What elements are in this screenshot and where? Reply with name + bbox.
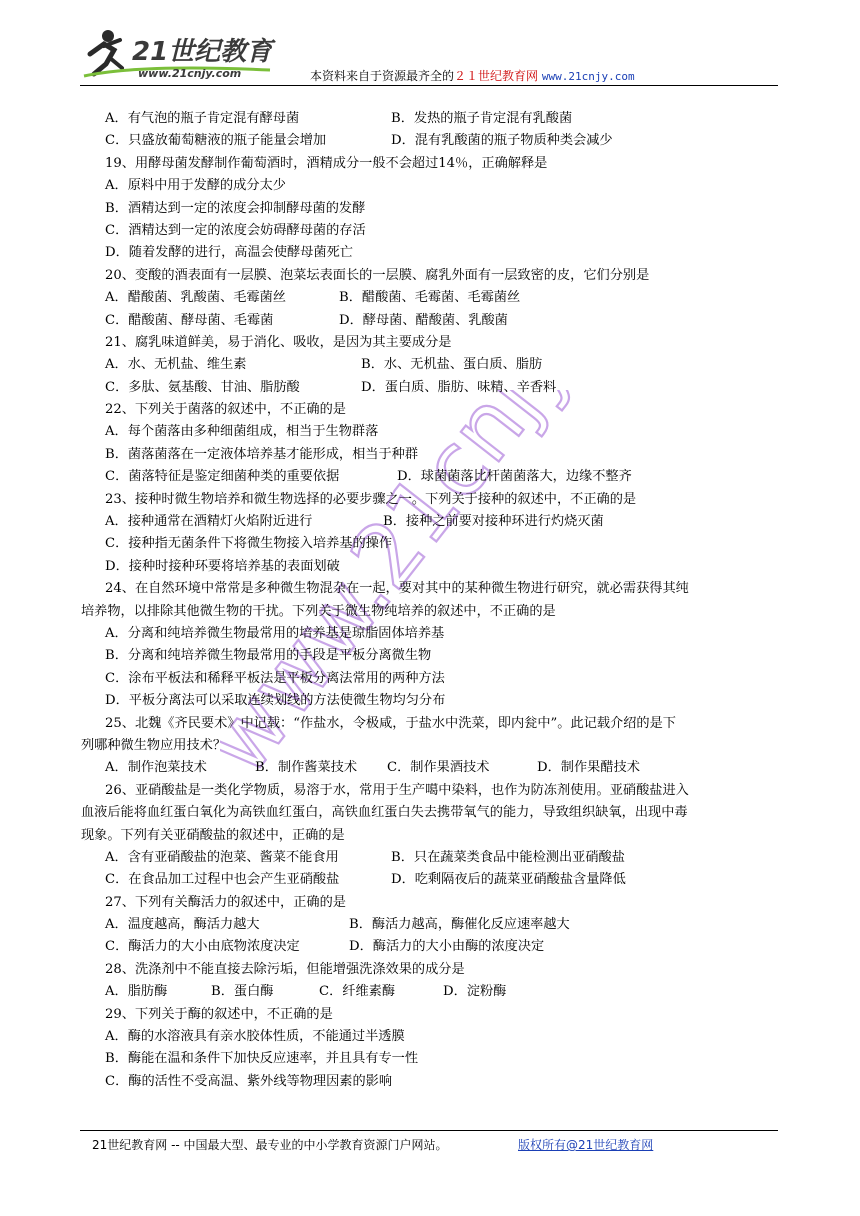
- option-b: B．醋酸菌、毛霉菌、毛霉菌丝: [339, 290, 521, 306]
- option-a: A．制作泡菜技术: [105, 760, 207, 776]
- option-d: D．蛋白质、脂肪、味精、辛香料: [361, 379, 557, 395]
- question-26-cont: 血液后能将血红蛋白氧化为高铁血红蛋白，高铁血红蛋白失去携带氧气的能力，导致组织缺氧，出现中毒: [81, 805, 688, 821]
- option-b: B．制作酱菜技术: [255, 760, 358, 776]
- option-c: C．在食品加工过程中也会产生亚硝酸盐: [105, 872, 340, 888]
- option-row: [105, 914, 795, 936]
- question-29: 29、下列关于酶的叙述中，不正确的是: [105, 1006, 333, 1022]
- header-divider: [80, 85, 778, 86]
- option-c: C．醋酸菌、酵母菌、毛霉菌: [105, 312, 274, 328]
- option-b: B．酶能在温和条件下加快反应速率，并且具有专一性: [105, 1051, 419, 1067]
- option-c: C．涂布平板法和稀释平板法是平板分离法常用的两种方法: [105, 670, 445, 686]
- option-row: [105, 287, 795, 309]
- option-row: [105, 936, 795, 958]
- option-d: D．酶活力的大小由酶的浓度决定: [349, 939, 545, 955]
- site-logo[interactable]: [80, 24, 290, 84]
- option-row: [105, 108, 795, 130]
- option-d: D．球菌菌落比杆菌菌落大，边缘不整齐: [397, 469, 632, 485]
- option-d: D．淀粉酶: [443, 984, 507, 1000]
- option-c: C．酶活力的大小由底物浓度决定: [105, 939, 300, 955]
- option-row: [105, 310, 795, 332]
- watermark-text: www.21cnjy.com: [220, 390, 680, 793]
- option-row: [105, 757, 795, 779]
- question-26: 26、亚硝酸盐是一类化学物质，易溶于水，常用于生产噶中染料，也作为防冻剂使用。亚硝酸盐进入: [105, 782, 689, 798]
- footer-text: 21世纪教育网 -- 中国最大型、最专业的中小学教育资源门户网站。: [92, 1138, 448, 1152]
- option-a: A．原料中用于发酵的成分太少: [105, 178, 286, 194]
- option-b: B．只在蔬菜类食品中能检测出亚硝酸盐: [391, 849, 625, 865]
- option-a: A．有气泡的瓶子肯定混有酵母菌: [105, 111, 300, 126]
- question-content: [81, 108, 795, 1093]
- option-row: [105, 354, 795, 376]
- header-note: [310, 67, 635, 84]
- option-c: C．接种指无菌条件下将微生物接入培养基的操作: [105, 536, 393, 552]
- option-c: C．菌落特征是鉴定细菌种类的重要依据: [105, 469, 340, 485]
- question-21: 21、腐乳味道鲜美，易于消化、吸收，是因为其主要成分是: [105, 334, 452, 350]
- option-a: A．酶的水溶液具有亲水胶体性质，不能通过半透膜: [105, 1029, 405, 1045]
- logo-title: 21世纪教育: [132, 37, 273, 67]
- question-27: 27、下列有关酶活力的叙述中，正确的是: [105, 894, 346, 910]
- option-row: [105, 511, 795, 533]
- option-c: C．只盛放葡萄糖液的瓶子能量会增加: [105, 133, 327, 149]
- option-b: B．酶活力越高，酶催化反应速率越大: [349, 917, 570, 933]
- option-row: [105, 869, 795, 891]
- option-c: C．多肽、氨基酸、甘油、脂肪酸: [105, 379, 300, 395]
- option-c: C．制作果酒技术: [387, 760, 490, 776]
- option-d: D．制作果醋技术: [537, 760, 640, 776]
- option-a: A．脂肪酶: [105, 984, 168, 1000]
- option-c: C．纤维素酶: [319, 984, 396, 1000]
- option-b: B．分离和纯培养微生物最常用的手段是平板分离微生物: [105, 648, 432, 664]
- option-d: D．接种时接种环要将培养基的表面划破: [105, 558, 340, 574]
- option-row: [105, 377, 795, 399]
- option-a: A．醋酸菌、乳酸菌、毛霉菌丝: [105, 290, 286, 306]
- question-24-cont: 培养物，以排除其他微生物的干扰。下列关于微生物纯培养的叙述中，不正确的是: [81, 603, 556, 619]
- option-d: D．混有乳酸菌的瓶子物质种类会减少: [391, 133, 613, 149]
- option-d: D．吃剩隔夜后的蔬菜亚硝酸盐含量降低: [391, 872, 626, 888]
- question-23: 23、接种时微生物培养和微生物选择的必要步骤之一。下列关于接种的叙述中，不正确的是: [105, 491, 637, 507]
- option-b: B．酒精达到一定的浓度会抑制酵母菌的发酵: [105, 200, 366, 216]
- question-25: 25、北魏《齐民要术》中记载：“作盐水，令极咸，于盐水中洗菜，即内瓮中”。此记载介绍的是下: [105, 715, 676, 731]
- question-28: 28、洗涤剂中不能直接去除污垢，但能增强洗涤效果的成分是: [105, 961, 465, 977]
- option-b: B．蛋白酶: [211, 984, 274, 1000]
- question-20: 20、变酸的酒表面有一层膜、泡菜坛表面长的一层膜、腐乳外面有一层致密的皮，它们分别是: [105, 267, 650, 283]
- question-25-cont: 列哪种微生物应用技术？: [81, 737, 227, 753]
- option-b: B．菌落菌落在一定液体培养基才能形成，相当于种群: [105, 446, 419, 462]
- option-c: C．酶的活性不受高温、紫外线等物理因素的影响: [105, 1073, 393, 1089]
- header-note-text: 本资料来自于资源最齐全的: [310, 69, 455, 83]
- option-b: B．发热的瓶子肯定混有乳酸菌: [391, 111, 573, 126]
- option-b: B．水、无机盐、蛋白质、脂肪: [361, 357, 543, 373]
- option-row: [105, 466, 795, 488]
- question-22: 22、下列关于菌落的叙述中，不正确的是: [105, 402, 346, 418]
- option-a: A．温度越高，酶活力越大: [105, 917, 260, 933]
- question-19: 19、用酵母菌发酵制作葡萄酒时，酒精成分一般不会超过14％，正确解释是: [105, 155, 548, 171]
- logo-url: www.21cnjy.com: [138, 67, 242, 80]
- copyright-link[interactable]: 版权所有@21世纪教育网: [518, 1138, 654, 1152]
- option-a: A．每个菌落由多种细菌组成，相当于生物群落: [105, 424, 379, 440]
- footer-divider: [80, 1130, 778, 1131]
- option-row: [105, 981, 795, 1003]
- option-d: D．平板分离法可以采取连续划线的方法使微生物均匀分布: [105, 693, 446, 709]
- option-b: B．接种之前要对接种环进行灼烧灭菌: [383, 514, 604, 530]
- option-d: D．酵母菌、醋酸菌、乳酸菌: [339, 312, 508, 328]
- option-row: [105, 847, 795, 869]
- option-row: [105, 130, 795, 152]
- option-c: C．酒精达到一定的浓度会妨碍酵母菌的存活: [105, 222, 366, 238]
- option-d: D．随着发酵的进行，高温会使酵母菌死亡: [105, 245, 353, 261]
- option-a: A．接种通常在酒精灯火焰附近进行: [105, 514, 313, 530]
- header-note-site: ２１世纪教育网: [454, 69, 539, 83]
- option-a: A．分离和纯培养微生物最常用的培养基是琼脂固体培养基: [105, 625, 445, 641]
- header-url-link[interactable]: www.21cnjy.com: [541, 70, 635, 83]
- option-a: A．含有亚硝酸盐的泡菜、酱菜不能食用: [105, 849, 339, 865]
- question-24: 24、在自然环境中常常是多种微生物混杂在一起，要对其中的某种微生物进行研究，就必需获得其纯: [105, 581, 689, 597]
- option-a: A．水、无机盐、维生素: [105, 357, 247, 373]
- question-26-cont: 现象。下列有关亚硝酸盐的叙述中，正确的是: [81, 827, 345, 843]
